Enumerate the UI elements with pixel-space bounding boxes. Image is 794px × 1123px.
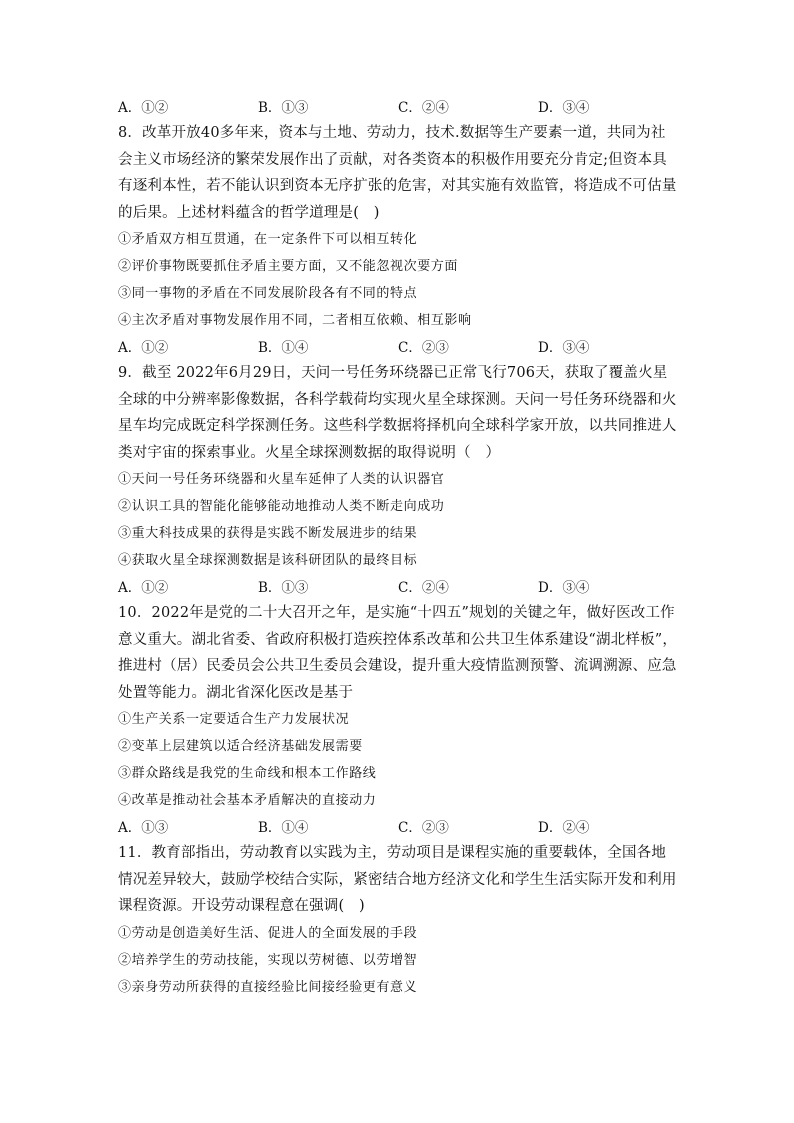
option-d: D．③④ — [538, 340, 590, 356]
q10-item-3: ③群众路线是我党的生命线和根本工作路线 — [118, 766, 377, 781]
option-a: A．①② — [118, 100, 169, 116]
option-d: D．③④ — [538, 580, 590, 596]
q8-item-2: ②评价事物既要抓住矛盾主要方面，又不能忽视次要方面 — [118, 259, 459, 274]
options-row — [118, 94, 678, 118]
option-b: B．①④ — [258, 820, 309, 836]
q9-item-1: ①天问一号任务环绕器和火星车延伸了人类的认识器官 — [118, 472, 445, 487]
option-c: C．②④ — [398, 580, 449, 596]
q11-item-1: ①劳动是创造美好生活、促进人的全面发展的手段 — [118, 925, 418, 941]
q9-item-2: ②认识工具的智能化能够能动地推动人类不断走向成功 — [118, 499, 445, 514]
q9-options-row — [118, 574, 678, 598]
option-c: C．②④ — [398, 100, 449, 116]
question-8-stem: 8．改革开放40多年来，资本与土地、劳动力，技术.数据等生产要素一道，共同为社会主义市场经济的繁荣发展作出了贡献，对各类资本的积极作用要充分肯定;但资本具有逐利本性，若不能认识到资本无序扩张的危害，对其实施有效监管，将造成不可估量的后果。上述材料蕴含的哲学道理是( ) — [118, 125, 677, 221]
option-d: D．③④ — [538, 100, 590, 116]
option-a: A．①② — [118, 580, 169, 596]
question-11-stem: 11．教育部指出，劳动教育以实践为主，劳动项目是课程实施的重要载体，全国各地情况差异较大，鼓励学校结合实际，紧密结合地方经济文化和学生生活实际开发和利用课程资源。开设劳动课程意在强调( ) — [118, 845, 677, 914]
q11-item-3: ③亲身劳动所获得的直接经验比间接经验更有意义 — [118, 979, 418, 995]
q8-options-row — [118, 334, 678, 358]
q9-item-3: ③重大科技成果的获得是实践不断发展进步的结果 — [118, 526, 418, 541]
q8-item-3: ③同一事物的矛盾在不同发展阶段各有不同的特点 — [118, 286, 418, 301]
option-b: B．①④ — [258, 340, 309, 356]
content — [118, 94, 678, 1001]
option-d: D．②④ — [538, 820, 590, 836]
q8-item-4: ④主次矛盾对事物发展作用不同，二者相互依赖、相互影响 — [118, 313, 472, 328]
q10-item-1: ①生产关系一定要适合生产力发展状况 — [118, 712, 350, 727]
option-a: A．①③ — [118, 820, 169, 836]
option-b: B．①③ — [258, 100, 309, 116]
q11-item-2: ②培养学生的劳动技能，实现以劳树德、以劳增智 — [118, 952, 418, 968]
q10-item-4: ④改革是推动社会基本矛盾解决的直接动力 — [118, 793, 377, 808]
q10-item-2: ②变革上层建筑以适合经济基础发展需要 — [118, 739, 363, 754]
q8-item-1: ①矛盾双方相互贯通，在一定条件下可以相互转化 — [118, 232, 418, 247]
q10-options-row — [118, 814, 678, 838]
option-a: A．①② — [118, 340, 169, 356]
option-c: C．②③ — [398, 340, 449, 356]
option-b: B．①③ — [258, 580, 309, 596]
question-10-stem: 10．2022年是党的二十大召开之年，是实施“十四五”规划的关键之年，做好医改工作意义重大。湖北省委、省政府积极打造疾控体系改革和公共卫生体系建设“湖北样板”，推进村（居）民委员会公共卫生委员会建设，提升重大疫情监测预警、流调溯源、应急处置等能力。湖北省深化医改是基于 — [118, 605, 678, 701]
question-9-stem: 9．截至 2022年6月29日，天问一号任务环绕器已正常飞行706天，获取了覆盖火星全球的中分辨率影像数据，各科学载荷均实现火星全球探测。天问一号任务环绕器和火星车均完成既定科学探测任务。这些科学数据将择机向全球科学家开放，以共同推进人类对宇宙的探索事业。火星全球探测数据的取得说明（ ） — [118, 365, 677, 461]
q9-item-4: ④获取火星全球探测数据是该科研团队的最终目标 — [118, 553, 418, 568]
option-c: C．②③ — [398, 820, 449, 836]
